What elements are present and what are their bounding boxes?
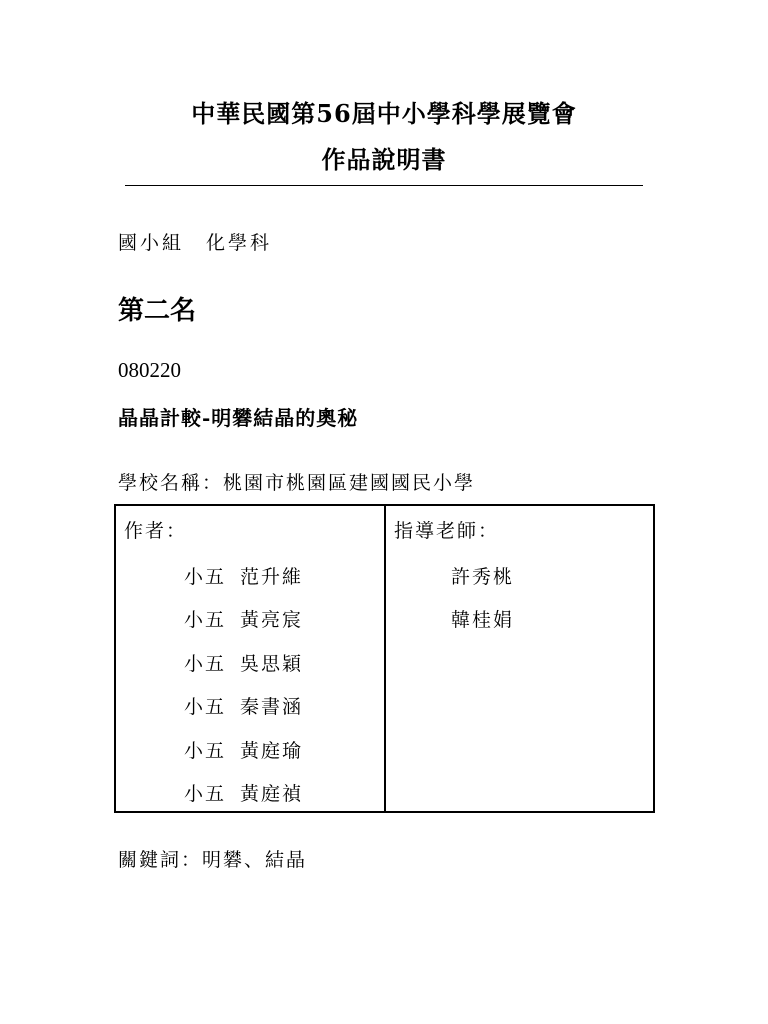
author-entry: [184, 736, 303, 763]
author-grade: 小五: [184, 740, 227, 762]
people-table: [114, 504, 655, 813]
author-name: 秦書涵: [240, 696, 304, 718]
author-name: 吳思穎: [240, 653, 304, 675]
author-entry: [184, 779, 303, 806]
document-title: 中華民國第56屆中小學科學展覽會: [191, 99, 577, 128]
entry-code: 080220: [118, 358, 181, 382]
keywords: 關鍵詞：明礬、結晶: [118, 849, 308, 871]
author-grade: 小五: [184, 653, 227, 675]
award-rank: 第二名: [118, 296, 197, 326]
author-name: 黃庭禎: [240, 783, 304, 805]
advisor-name: 許秀桃: [451, 566, 515, 588]
work-title: 晶晶計較-明礬結晶的奧秘: [118, 406, 359, 430]
author-entry: [184, 605, 303, 632]
author-name: 黃庭瑜: [240, 740, 304, 762]
author-entry: [184, 649, 303, 676]
table-column-divider: [384, 506, 386, 811]
author-entry: [184, 562, 303, 589]
author-grade: 小五: [184, 566, 227, 588]
author-name: 黃亮宸: [240, 609, 304, 631]
advisors-label: 指導老師：: [394, 520, 500, 542]
author-grade: 小五: [184, 783, 227, 805]
advisor-name: 韓桂娟: [451, 609, 515, 631]
author-grade: 小五: [184, 696, 227, 718]
author-name: 范升維: [240, 566, 304, 588]
author-entry: [184, 692, 303, 719]
school-name: 學校名稱：桃園市桃園區建國國民小學: [118, 472, 476, 494]
title-divider: [125, 185, 643, 186]
authors-label: 作者：: [124, 520, 188, 542]
group-category: 國小組 化學科: [118, 232, 273, 254]
document-subtitle: 作品說明書: [321, 145, 447, 174]
author-grade: 小五: [184, 609, 227, 631]
